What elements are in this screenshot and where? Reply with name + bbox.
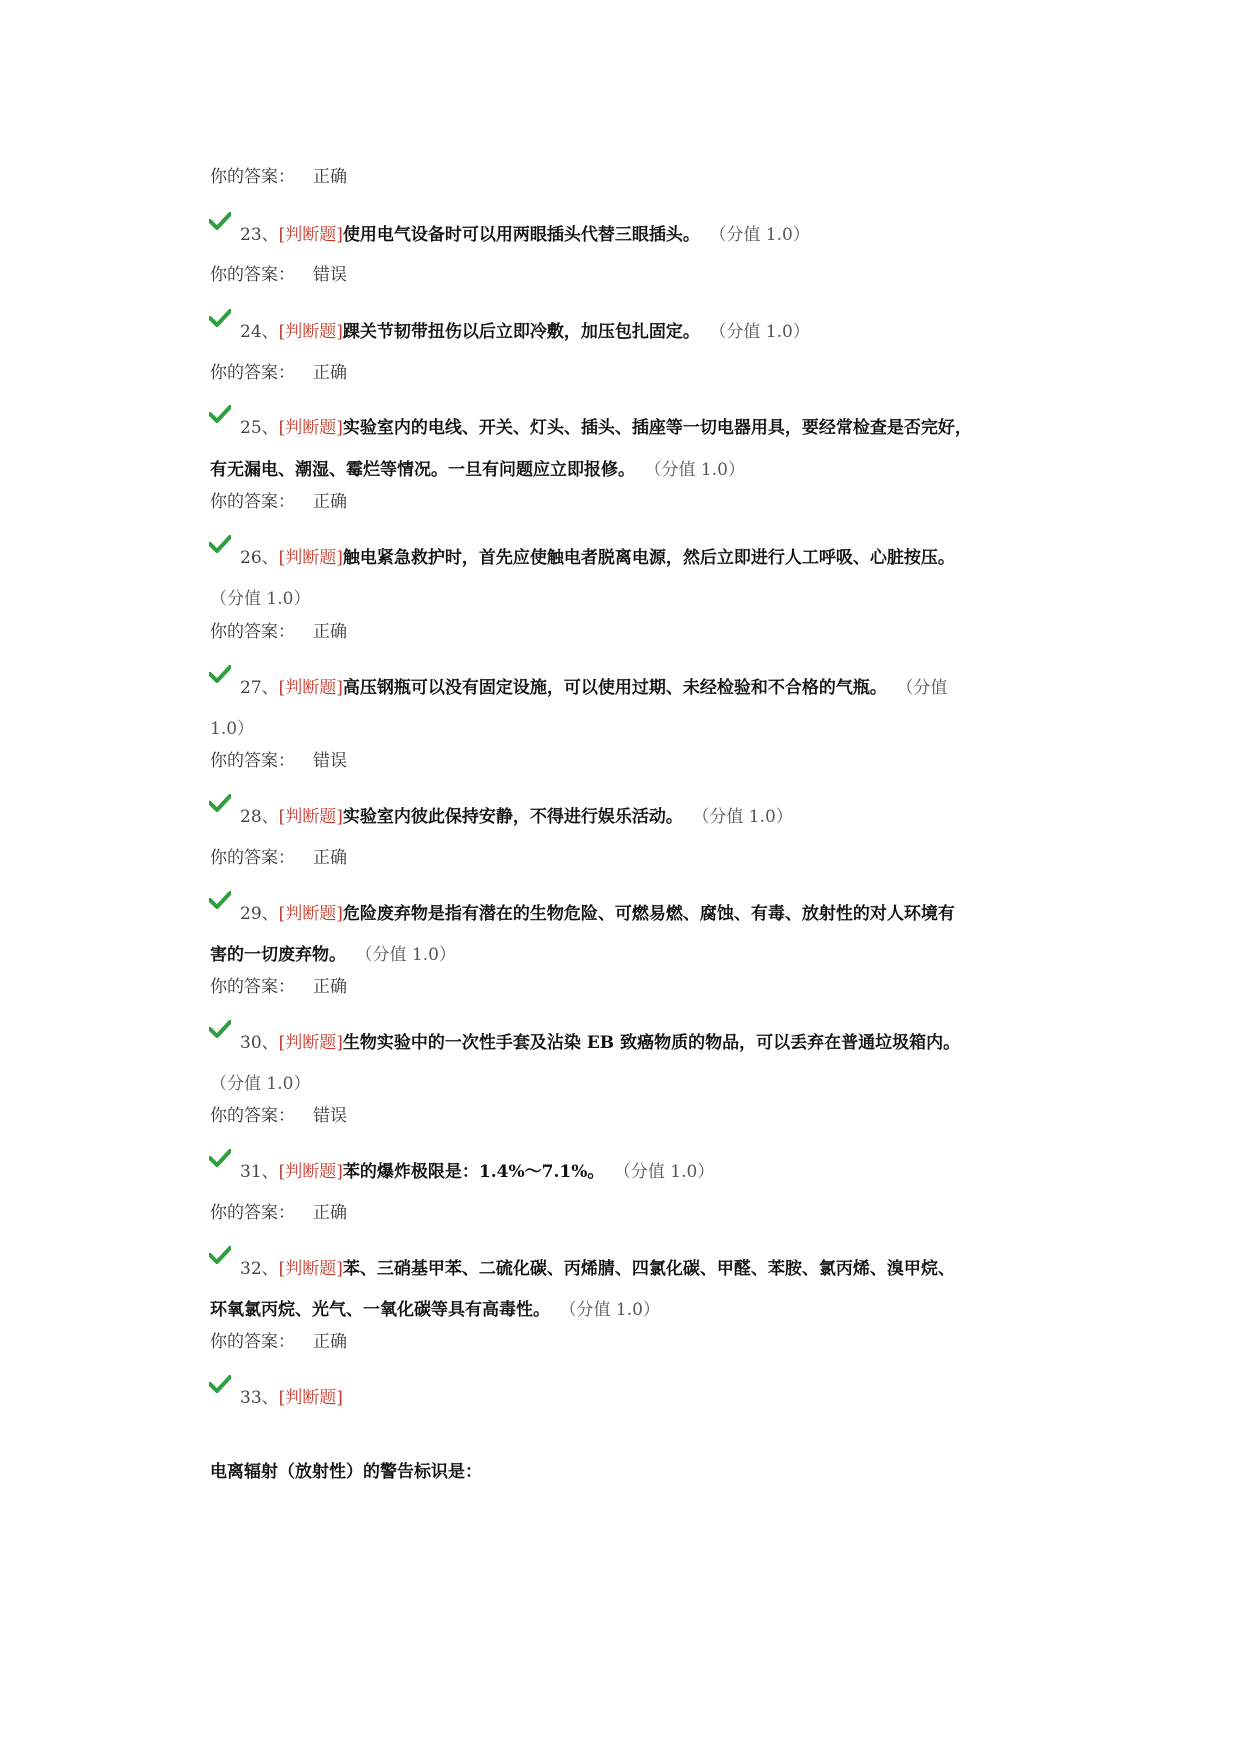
question-24 [213,321,810,343]
question-stem-continuation: 环氧氯丙烷、光气、一氧化碳等具有高毒性。 [210,1300,550,1320]
answer-row [210,491,347,513]
answer-row [210,1105,347,1127]
question-stem-continuation: 害的一切废弃物。 [210,945,346,965]
answer-value: 正确 [313,848,347,868]
question-26 [213,547,955,569]
question-number: 28、 [240,807,279,827]
question-type: [判断题] [278,1162,343,1182]
question-32-continuation [210,1299,660,1321]
answer-value: 正确 [313,977,347,997]
question-score-continuation: 1.0） [210,719,255,739]
answer-label: 你的答案： [210,622,295,642]
question-number: 23、 [240,225,279,245]
answer-value: 错误 [313,1106,347,1126]
question-number: 27、 [240,678,279,698]
question-27 [213,677,947,699]
answer-row [210,264,347,286]
question-type: [判断题] [278,904,343,924]
question-stem: 使用电气设备时可以用两眼插头代替三眼插头。 [342,225,700,245]
question-32 [213,1258,955,1280]
question-33 [213,1387,343,1409]
answer-label: 你的答案： [210,167,295,187]
answer-row [210,166,347,188]
question-number: 31、 [240,1162,279,1182]
question-type: [判断题] [278,548,343,568]
answer-label: 你的答案： [210,848,295,868]
question-30 [213,1032,960,1054]
answer-value: 正确 [313,167,347,187]
question-23 [213,224,810,246]
question-score: （分值 1.0） [568,1300,660,1320]
answer-row [210,750,347,772]
check-icon [209,535,231,553]
answer-row [210,1202,347,1224]
check-icon [209,1375,231,1393]
question-type: [判断题] [278,418,343,438]
check-icon [209,212,231,230]
question-score: （分值 1.0） [653,460,745,480]
question-27-continuation [210,718,254,740]
check-icon [209,891,231,909]
question-31 [213,1161,714,1183]
question-type: [判断题] [278,678,343,698]
question-33-stem: 电离辐射（放射性）的警告标识是： [210,1462,482,1482]
question-26-continuation [210,588,310,610]
check-icon [209,309,231,327]
question-type: [判断题] [278,807,343,827]
check-icon [209,405,231,423]
question-stem: 触电紧急救护时，首先应使触电者脱离电源，然后立即进行人工呼吸、心脏按压。 [342,548,955,568]
answer-label: 你的答案： [210,751,295,771]
question-number: 33、 [240,1388,279,1408]
check-icon [209,1149,231,1167]
question-number: 32、 [240,1259,279,1279]
question-29-continuation [210,944,456,966]
question-score: （分值 1.0） [717,225,810,245]
question-stem: 实验室内彼此保持安静，不得进行娱乐活动。 [342,807,683,827]
question-30-continuation [210,1073,310,1095]
answer-value: 错误 [313,265,347,285]
question-score: （分值 [904,678,948,698]
question-stem: 高压钢瓶可以没有固定设施，可以使用过期、未经检验和不合格的气瓶。 [342,678,887,698]
answer-row [210,847,347,869]
check-icon [209,1020,231,1038]
answer-row [210,621,347,643]
answer-row [210,362,347,384]
check-icon [209,794,231,812]
question-number: 24、 [240,322,279,342]
answer-label: 你的答案： [210,977,295,997]
question-score: （分值 1.0） [717,322,810,342]
question-type: [判断题] [278,225,343,245]
question-number: 25、 [240,418,279,438]
question-25-continuation [210,459,745,481]
question-type: [判断题] [278,1388,343,1408]
answer-label: 你的答案： [210,265,295,285]
question-stem-continuation: 有无漏电、潮湿、霉烂等情况。一旦有问题应立即报修。 [210,460,635,480]
question-number: 26、 [240,548,279,568]
question-number: 29、 [240,904,279,924]
answer-label: 你的答案： [210,492,295,512]
answer-label: 你的答案： [210,363,295,383]
answer-value: 正确 [313,363,347,383]
answer-label: 你的答案： [210,1332,295,1352]
question-29 [213,903,955,925]
question-stem: 踝关节韧带扭伤以后立即冷敷，加压包扎固定。 [342,322,700,342]
question-score: （分值 1.0） [210,589,311,609]
question-stem: 苯的爆炸极限是：1.4%～7.1%。 [342,1162,605,1182]
question-type: [判断题] [278,322,343,342]
question-25 [213,417,972,439]
question-score: （分值 1.0） [364,945,456,965]
question-28 [213,806,793,828]
question-type: [判断题] [278,1033,343,1053]
question-stem: 生物实验中的一次性手套及沾染 EB 致癌物质的物品，可以丢弃在普通垃圾箱内。 [342,1033,961,1053]
question-stem: 危险废弃物是指有潜在的生物危险、可燃易燃、腐蚀、有毒、放射性的对人环境有 [342,904,955,924]
question-type: [判断题] [278,1259,343,1279]
check-icon [209,1246,231,1264]
answer-value: 正确 [313,622,347,642]
answer-row [210,976,347,998]
question-score: （分值 1.0） [622,1162,715,1182]
answer-label: 你的答案： [210,1106,295,1126]
answer-row [210,1331,347,1353]
question-stem: 苯、三硝基甲苯、二硫化碳、丙烯腈、四氯化碳、甲醛、苯胺、氯丙烯、溴甲烷、 [342,1259,955,1279]
question-number: 30、 [240,1033,279,1053]
answer-value: 正确 [313,1203,347,1223]
answer-value: 正确 [313,1332,347,1352]
answer-label: 你的答案： [210,1203,295,1223]
answer-value: 正确 [313,492,347,512]
question-stem: 实验室内的电线、开关、灯头、插头、插座等一切电器用具，要经常检查是否完好， [342,418,972,438]
question-score: （分值 1.0） [210,1074,311,1094]
answer-value: 错误 [313,751,347,771]
check-icon [209,665,231,683]
question-score: （分值 1.0） [700,807,793,827]
